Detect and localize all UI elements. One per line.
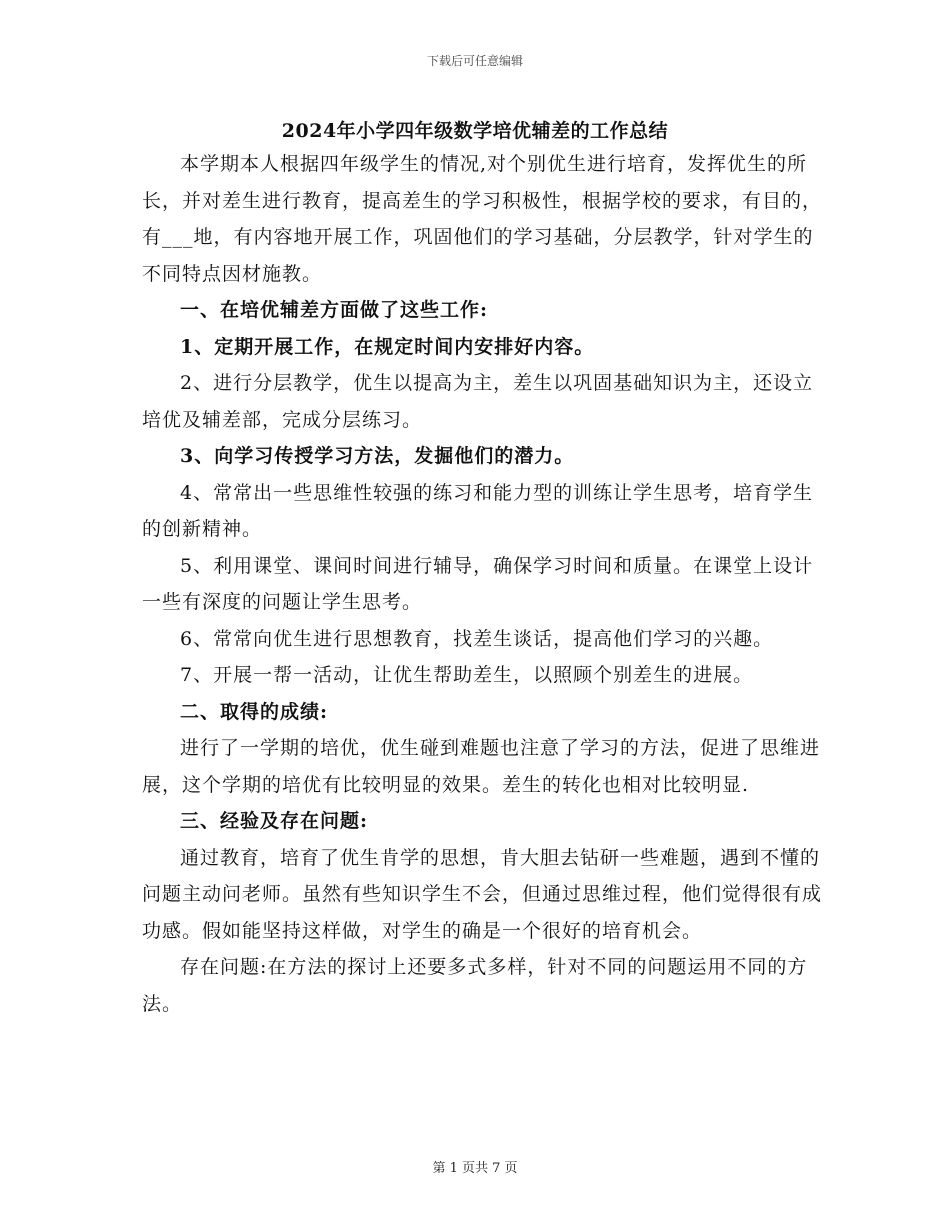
paragraph-intro: 本学期本人根据四年级学生的情况,对个别优生进行培育，发挥优生的所长，并对差生进行教育，提高差生的学习积极性，根据学校的要求，有目的，有___地，有内容地开展工作，巩固他们的学习基础，分层教学，针对学生的不同特点因材施教。 (142, 153, 823, 285)
paragraph-results: 进行了一学期的培优，优生碰到难题也注意了学习的方法，促进了思维进展，这个学期的培优有比较明显的效果。差生的转化也相对比较明显. (142, 737, 821, 796)
list-item-7: 7、开展一帮一活动，让优生帮助差生，以照顾个别差生的进展。 (180, 664, 754, 686)
section-heading-2: 二、取得的成绩: (180, 700, 329, 723)
paragraph-experience: 通过教育，培育了优生肯学的思想，肯大胆去钻研一些难题，遇到不懂的问题主动问老师。虽然有些知识学生不会，但通过思维过程，他们觉得很有成功感。假如能坚持这样做，对学生的确是一个很好的培育机会。 (142, 846, 823, 942)
document-body (142, 146, 826, 1022)
page-header-note: 下载后可任意编辑 (426, 54, 523, 68)
list-item-2: 2、进行分层教学，优生以提高为主，差生以巩固基础知识为主，还设立培优及辅差部，完成分层练习。 (142, 372, 814, 431)
page-number: 第 1 页共 7 页 (432, 1161, 518, 1176)
list-item-3: 3、向学习传授学习方法，发掘他们的潜力。 (180, 445, 575, 467)
document-title: 2024年小学四年级数学培优辅差的工作总结 (281, 120, 669, 142)
list-item-4: 4、常常出一些思维性较强的练习和能力型的训练让学生思考，培育学生的创新精神。 (142, 481, 814, 540)
list-item-1: 1、定期开展工作，在规定时间内安排好内容。 (180, 335, 595, 358)
section-heading-3: 三、经验及存在问题: (180, 810, 369, 832)
list-item-5: 5、利用课堂、课间时间进行辅导，确保学习时间和质量。在课堂上设计一些有深度的问题让学生思考。 (142, 554, 814, 613)
paragraph-problems: 存在问题:在方法的探讨上还要多式多样，针对不同的问题运用不同的方法。 (142, 956, 808, 1015)
section-heading-1: 一、在培优辅差方面做了这些工作: (180, 299, 489, 321)
list-item-6: 6、常常向优生进行思想教育，找差生谈话，提高他们学习的兴趣。 (180, 627, 774, 650)
